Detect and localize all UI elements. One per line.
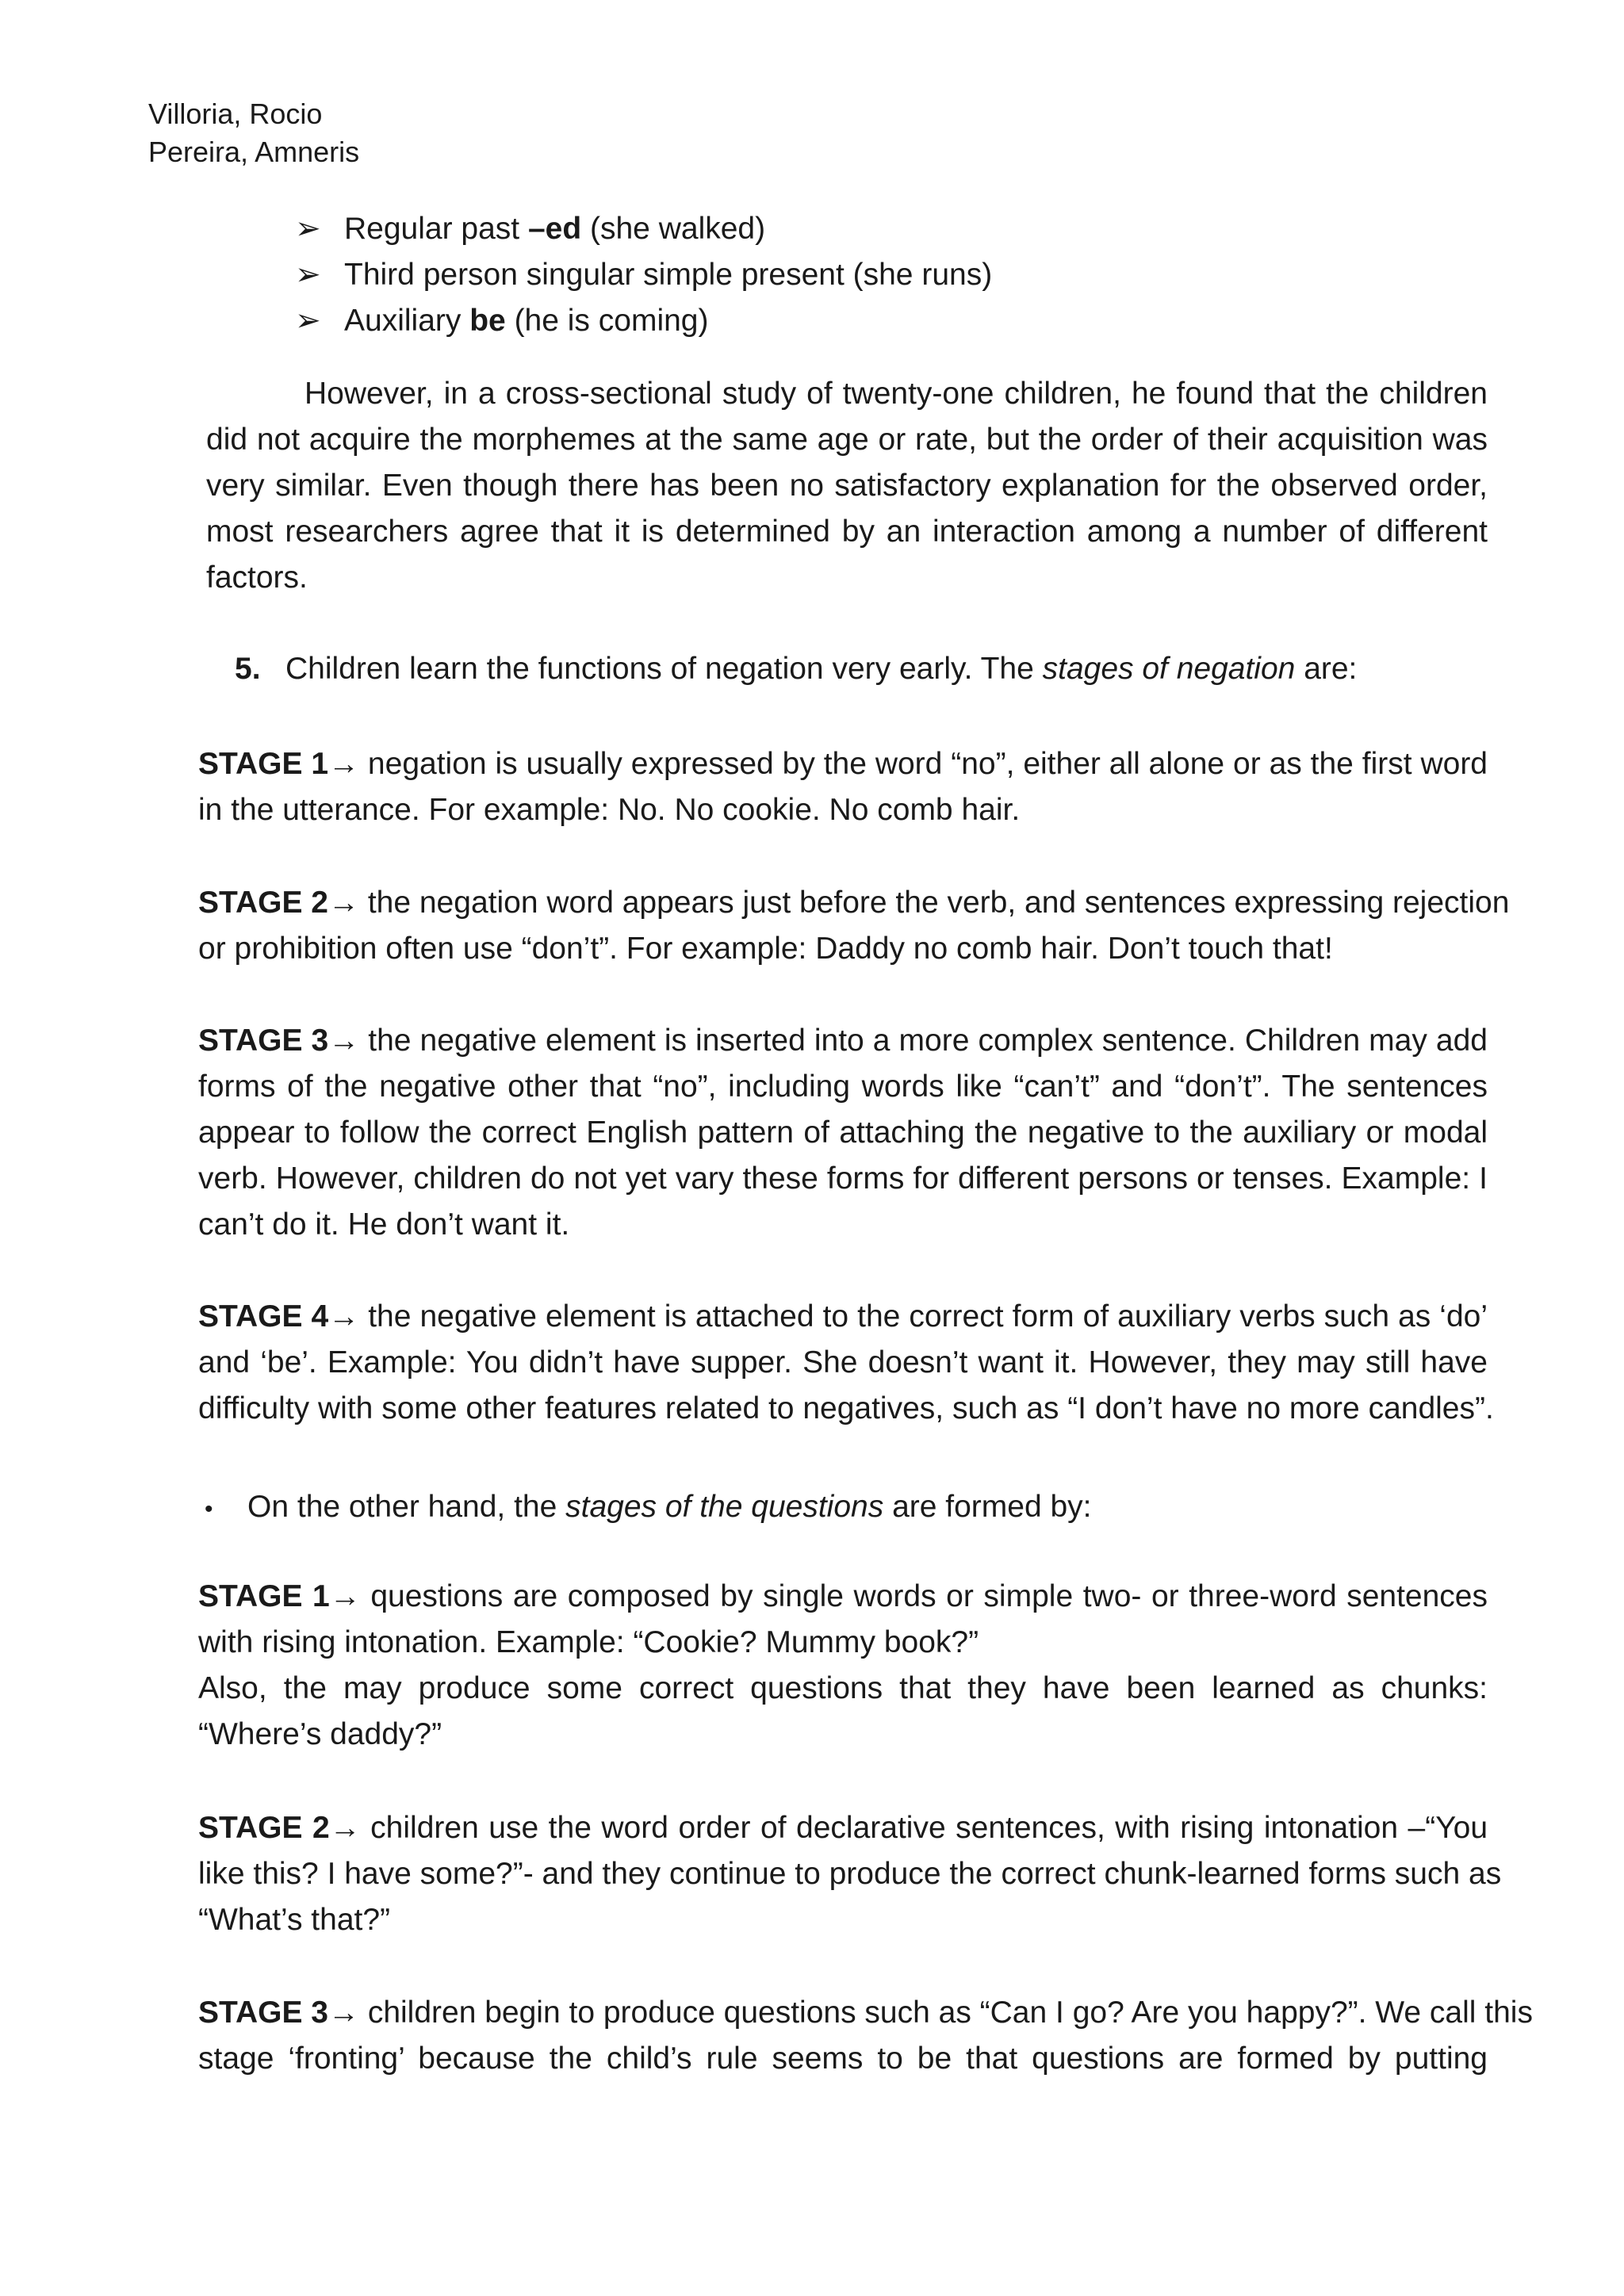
list-item-bold: –ed bbox=[527, 212, 582, 246]
stage-text: difficulty with some other features related to negatives, such as “I don’t have no more candles”. bbox=[198, 1391, 1494, 1425]
morpheme-arrow-list bbox=[295, 206, 992, 344]
paragraph-line: most researchers agree that it is determined by an interaction among a number of different bbox=[206, 515, 1488, 549]
arrow-bullet-icon: ➢ bbox=[295, 304, 321, 338]
bullet-text: are formed by: bbox=[883, 1490, 1092, 1524]
stage-label: STAGE 3→ bbox=[198, 1024, 360, 1058]
author-header bbox=[148, 95, 359, 171]
paragraph-line: factors. bbox=[206, 561, 308, 595]
stage-label: STAGE 1→ bbox=[198, 747, 360, 781]
questions-bullet bbox=[205, 1484, 1092, 1533]
stage-text: like this? I have some?”- and they continue to produce the correct chunk-learned forms such as bbox=[198, 1857, 1502, 1891]
question-stage-1 bbox=[198, 1574, 1488, 1758]
stage-text: Also, the may produce some correct questions that they have been learned as chunks: bbox=[198, 1671, 1488, 1705]
bullet-italic: stages of the questions bbox=[565, 1490, 884, 1524]
acquisition-paragraph bbox=[206, 371, 1488, 601]
numbered-item-5 bbox=[235, 646, 1357, 692]
stage-label: STAGE 2→ bbox=[198, 1811, 361, 1845]
negation-stage-1 bbox=[198, 741, 1488, 833]
stage-label: STAGE 1→ bbox=[198, 1579, 361, 1613]
stage-text: the negation word appears just before the verb, and sentences expressing rejection bbox=[358, 886, 1510, 920]
stage-text: stage ‘fronting’ because the child’s rule seems to be that questions are formed by putting bbox=[198, 2042, 1488, 2076]
question-stage-2 bbox=[198, 1805, 1502, 1943]
list-item-text: Auxiliary bbox=[344, 304, 470, 338]
list-item bbox=[295, 298, 992, 344]
question-stage-3 bbox=[198, 1990, 1533, 2082]
stage-label: STAGE 2→ bbox=[198, 886, 359, 920]
stage-text: negation is usually expressed by the word “no”, either all alone or as the first word bbox=[359, 747, 1488, 781]
paragraph-line: However, in a cross-sectional study of twenty-one children, he found that the children bbox=[304, 377, 1488, 411]
stage-text: can’t do it. He don’t want it. bbox=[198, 1207, 570, 1242]
list-item-text: (she walked) bbox=[581, 212, 766, 246]
bullet-text: On the other hand, the bbox=[247, 1490, 566, 1524]
negation-stage-2 bbox=[198, 880, 1510, 972]
list-item-text: Third person singular simple present (she runs) bbox=[344, 258, 993, 292]
stage-text: “What’s that?” bbox=[198, 1903, 391, 1937]
stage-label: STAGE 4→ bbox=[198, 1299, 360, 1334]
stage-label: STAGE 3→ bbox=[198, 1996, 359, 2030]
stage-text: “Where’s daddy?” bbox=[198, 1717, 442, 1751]
negation-stage-3 bbox=[198, 1018, 1488, 1248]
arrow-bullet-icon: ➢ bbox=[295, 258, 321, 292]
item-text: are: bbox=[1295, 652, 1358, 686]
bullet-dot-icon: • bbox=[205, 1496, 213, 1522]
stage-text: children begin to produce questions such as “Can I go? Are you happy?”. We call this bbox=[358, 1996, 1533, 2030]
author-name-1: Villoria, Rocio bbox=[148, 98, 323, 130]
arrow-bullet-icon: ➢ bbox=[295, 212, 321, 246]
negation-stage-4 bbox=[198, 1294, 1494, 1432]
stage-text: and ‘be’. Example: You didn’t have supper. She doesn’t want it. However, they may still have bbox=[198, 1345, 1488, 1380]
stage-text: forms of the negative other that “no”, including words like “can’t” and “don’t”. The sentences bbox=[198, 1070, 1488, 1104]
list-item-text: (he is coming) bbox=[505, 304, 709, 338]
list-item bbox=[295, 252, 992, 298]
stage-text: appear to follow the correct English pattern of attaching the negative to the auxiliary or modal bbox=[198, 1115, 1488, 1150]
paragraph-line: did not acquire the morphemes at the same age or rate, but the order of their acquisition was bbox=[206, 423, 1488, 457]
stage-text: in the utterance. For example: No. No cookie. No comb hair. bbox=[198, 793, 1021, 827]
stage-text: with rising intonation. Example: “Cookie? Mummy book?” bbox=[198, 1625, 979, 1659]
stage-text: verb. However, children do not yet vary these forms for different persons or tenses. Example: I bbox=[198, 1161, 1488, 1196]
list-item-text: Regular past bbox=[344, 212, 528, 246]
stage-text: the negative element is attached to the correct form of auxiliary verbs such as ‘do’ bbox=[359, 1299, 1488, 1334]
stage-text: children use the word order of declarative sentences, with rising intonation –“You bbox=[360, 1811, 1488, 1845]
paragraph-line: very similar. Even though there has been no satisfactory explanation for the observed order, bbox=[206, 469, 1488, 503]
item-number: 5. bbox=[235, 652, 261, 686]
list-item-bold: be bbox=[469, 304, 506, 338]
item-italic: stages of negation bbox=[1042, 652, 1296, 686]
stage-text: questions are composed by single words or simple two- or three-word sentences bbox=[360, 1579, 1488, 1613]
author-name-2: Pereira, Amneris bbox=[148, 136, 360, 168]
list-item bbox=[295, 206, 992, 252]
item-text: Children learn the functions of negation very early. The bbox=[285, 652, 1043, 686]
stage-text: the negative element is inserted into a more complex sentence. Children may add bbox=[359, 1024, 1488, 1058]
stage-text: or prohibition often use “don’t”. For example: Daddy no comb hair. Don’t touch that! bbox=[198, 932, 1333, 966]
